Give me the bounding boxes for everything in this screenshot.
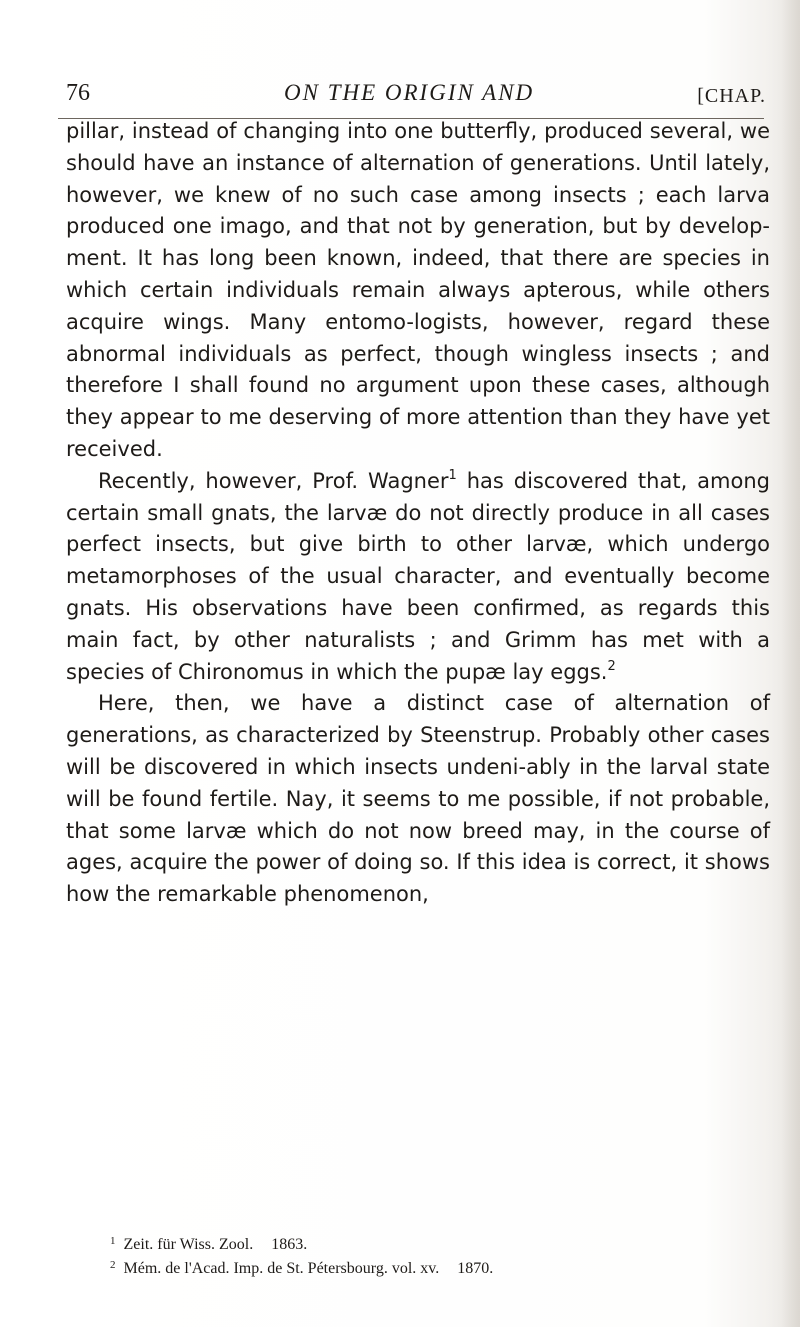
paragraph-2-text-b: has discovered that, among certain small gnats, the larvæ do not directly produce in all cases perfect insects, but give birth to other larvæ, which undergo metamorphoses of the usual character, and eventually become gnats. His observations have been confirmed, as regards this main fact, by other naturalists ; and Grimm has met with a species of Chironomus in which the pupæ lay eggs.	[66, 468, 770, 684]
page-number: 76	[66, 80, 90, 106]
running-title: ON THE ORIGIN AND	[284, 80, 535, 105]
footnote-ref-2: 2	[607, 658, 616, 674]
footnote-2	[110, 1257, 770, 1281]
footnotes	[110, 1233, 770, 1281]
paragraph-1: pillar, instead of changing into one butterfly, produced several, we should have an instance of alternation of generations. Until lately, however, we knew of no such case among insects ; each larva produced one imago, and that not by generation, but by develop-ment. It has long been known, indeed, that there are species in which certain individuals remain always apterous, while others acquire wings. Many entomo-logists, however, regard these abnormal individuals as perfect, though wingless insects ; and therefore I shall found no argument upon these cases, although they appear to me deserving of more attention than they have yet received.	[66, 119, 770, 461]
page-header	[66, 78, 772, 118]
footnote-1-year: 1863.	[271, 1236, 308, 1253]
paragraph-3: Here, then, we have a distinct case of alternation of generations, as characterized by Steenstrup. Probably other cases will be discovered in which insects undeni-ably in the larval state will be found fertile. Nay, it seems to me possible, if not probable, that some larvæ which do not now breed may, in the course of ages, acquire the power of doing so. If this idea is correct, it shows how the remarkable phenomenon,	[66, 691, 770, 907]
paragraph-2	[66, 466, 770, 689]
footnote-1-mark: 1	[110, 1235, 116, 1247]
footnote-ref-1: 1	[448, 467, 457, 483]
chapter-mark: [CHAP.	[697, 85, 766, 107]
footnote-2-mark: 2	[110, 1259, 116, 1271]
footnote-1-source: Zeit. für Wiss. Zool.	[123, 1236, 254, 1253]
page-edge-shadow	[782, 0, 800, 1327]
footnote-2-source: Mém. de l'Acad. Imp. de St. Pétersbourg. vol. xv.	[123, 1260, 440, 1277]
footnote-2-year: 1870.	[457, 1260, 494, 1277]
body-text	[66, 116, 770, 911]
paragraph-2-text-a: Recently, however, Prof. Wagner	[98, 468, 449, 493]
footnote-1	[110, 1233, 770, 1257]
